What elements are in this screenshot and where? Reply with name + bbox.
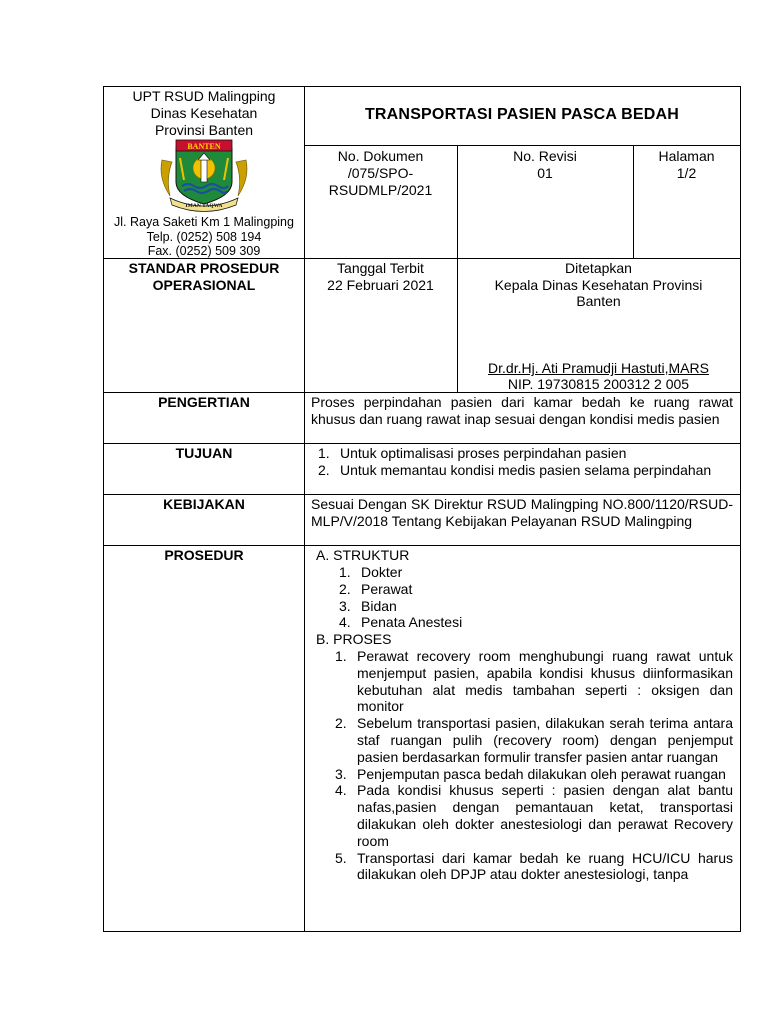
struktur-heading: A. STRUKTUR xyxy=(316,547,410,563)
list-item: 4. Pada kondisi khusus seperti : pasien dengan alat bantu nafas,pasien dengan pemantauan ketat, transportasi dilakukan oleh dokter anestesiologi dan perawat Recovery room xyxy=(335,782,733,849)
issued-date-label: Tanggal Terbit xyxy=(337,260,424,276)
institution-phone: Telp. (0252) 508 194 xyxy=(146,230,262,244)
logo-bottom-text: IMAN TAQWA xyxy=(185,203,223,209)
sop-document xyxy=(103,86,741,932)
banten-logo xyxy=(156,138,252,212)
list-item: 1. Dokter xyxy=(339,564,403,580)
institution-department: Dinas Kesehatan xyxy=(150,105,258,121)
list-item: 1. Perawat recovery room menghubungi ruang rawat untuk menjemput pasien, apabila kondisi khusus diinformasikan kebutuhan alat medis tambahan seperti : oksigen dan monitor xyxy=(335,648,733,715)
proses-heading: B. PROSES xyxy=(316,631,392,647)
row-divider-title xyxy=(304,145,740,146)
struktur-list xyxy=(339,564,589,631)
list-item: 2. Untuk memantau kondisi medis pasien selama perpindahan xyxy=(318,461,712,478)
institution-fax: Fax. (0252) 509 309 xyxy=(147,244,261,258)
tujuan-list xyxy=(318,445,733,479)
row-divider-tujuan xyxy=(104,494,740,495)
column-divider xyxy=(304,87,305,931)
tujuan-label: TUJUAN xyxy=(175,445,233,461)
established-label: Ditetapkan xyxy=(565,260,632,276)
list-item: 3. Penjemputan pasca bedah dilakukan oleh perawat ruangan xyxy=(335,765,726,782)
prosedur-label: PROSEDUR xyxy=(164,547,244,563)
proses-list xyxy=(335,648,733,883)
list-item: 4. Penata Anestesi xyxy=(339,614,463,631)
institution-address: Jl. Raya Saketi Km 1 Malingping xyxy=(114,215,294,229)
page-value: 1/2 xyxy=(676,165,697,181)
list-item: 5. Transportasi dari kamar bedah ke ruang HCU/ICU harus dilakukan oleh DPJP atau dokter anestesiologi, tanpa xyxy=(335,849,733,883)
institution-province: Provinsi Banten xyxy=(154,122,254,138)
row-divider-pengertian xyxy=(104,443,740,444)
revision-value: 01 xyxy=(537,165,553,181)
list-item: 2. Sebelum transportasi pasien, dilakukan serah terima antara staf ruangan pulih (recovery room) dengan penjemput pasien berdasarkan formulir transfer pasien antar ruangan xyxy=(335,715,733,765)
institution-name: UPT RSUD Malingping xyxy=(132,88,276,104)
document-title: TRANSPORTASI PASIEN PASCA BEDAH xyxy=(364,106,680,123)
issued-date-value: 22 Februari 2021 xyxy=(327,277,434,293)
logo-top-text: BANTEN xyxy=(187,142,221,151)
row-divider-kebijakan xyxy=(104,545,740,546)
list-item: 3. Bidan xyxy=(339,597,397,614)
kebijakan-text: Sesuai Dengan SK Direktur RSUD Malingping NO.800/1120/RSUD-MLP/V/2018 Tentang Kebijakan Pelayanan RSUD Malingping xyxy=(311,496,733,529)
doc-number-label: No. Dokumen xyxy=(337,148,424,164)
signer-name: Dr.dr.Hj. Ati Pramudji Hastuti,MARS xyxy=(488,360,709,376)
sop-label-line2: OPERASIONAL xyxy=(152,277,256,293)
pengertian-text: Proses perpindahan pasien dari kamar bedah ke ruang rawat khusus dan ruang rawat inap sesuai dengan kondisi medis pasien xyxy=(311,394,733,427)
kebijakan-label: KEBIJAKAN xyxy=(163,496,245,512)
sop-label-line1: STANDAR PROSEDUR xyxy=(128,260,280,276)
established-by-line1: Kepala Dinas Kesehatan Provinsi xyxy=(494,277,703,293)
revision-label: No. Revisi xyxy=(513,148,577,164)
doc-number-line2: RSUDMLP/2021 xyxy=(328,182,433,198)
signer-nip: NIP. 19730815 200312 2 005 xyxy=(507,376,690,392)
page-label: Halaman xyxy=(658,148,715,164)
list-item: 2. Perawat xyxy=(339,580,413,597)
doc-number-line1: /075/SPO- xyxy=(347,165,414,181)
pengertian-label: PENGERTIAN xyxy=(158,394,250,410)
list-item: 1. Untuk optimalisasi proses perpindahan pasien xyxy=(318,445,627,461)
established-by-line2: Banten xyxy=(576,293,621,309)
